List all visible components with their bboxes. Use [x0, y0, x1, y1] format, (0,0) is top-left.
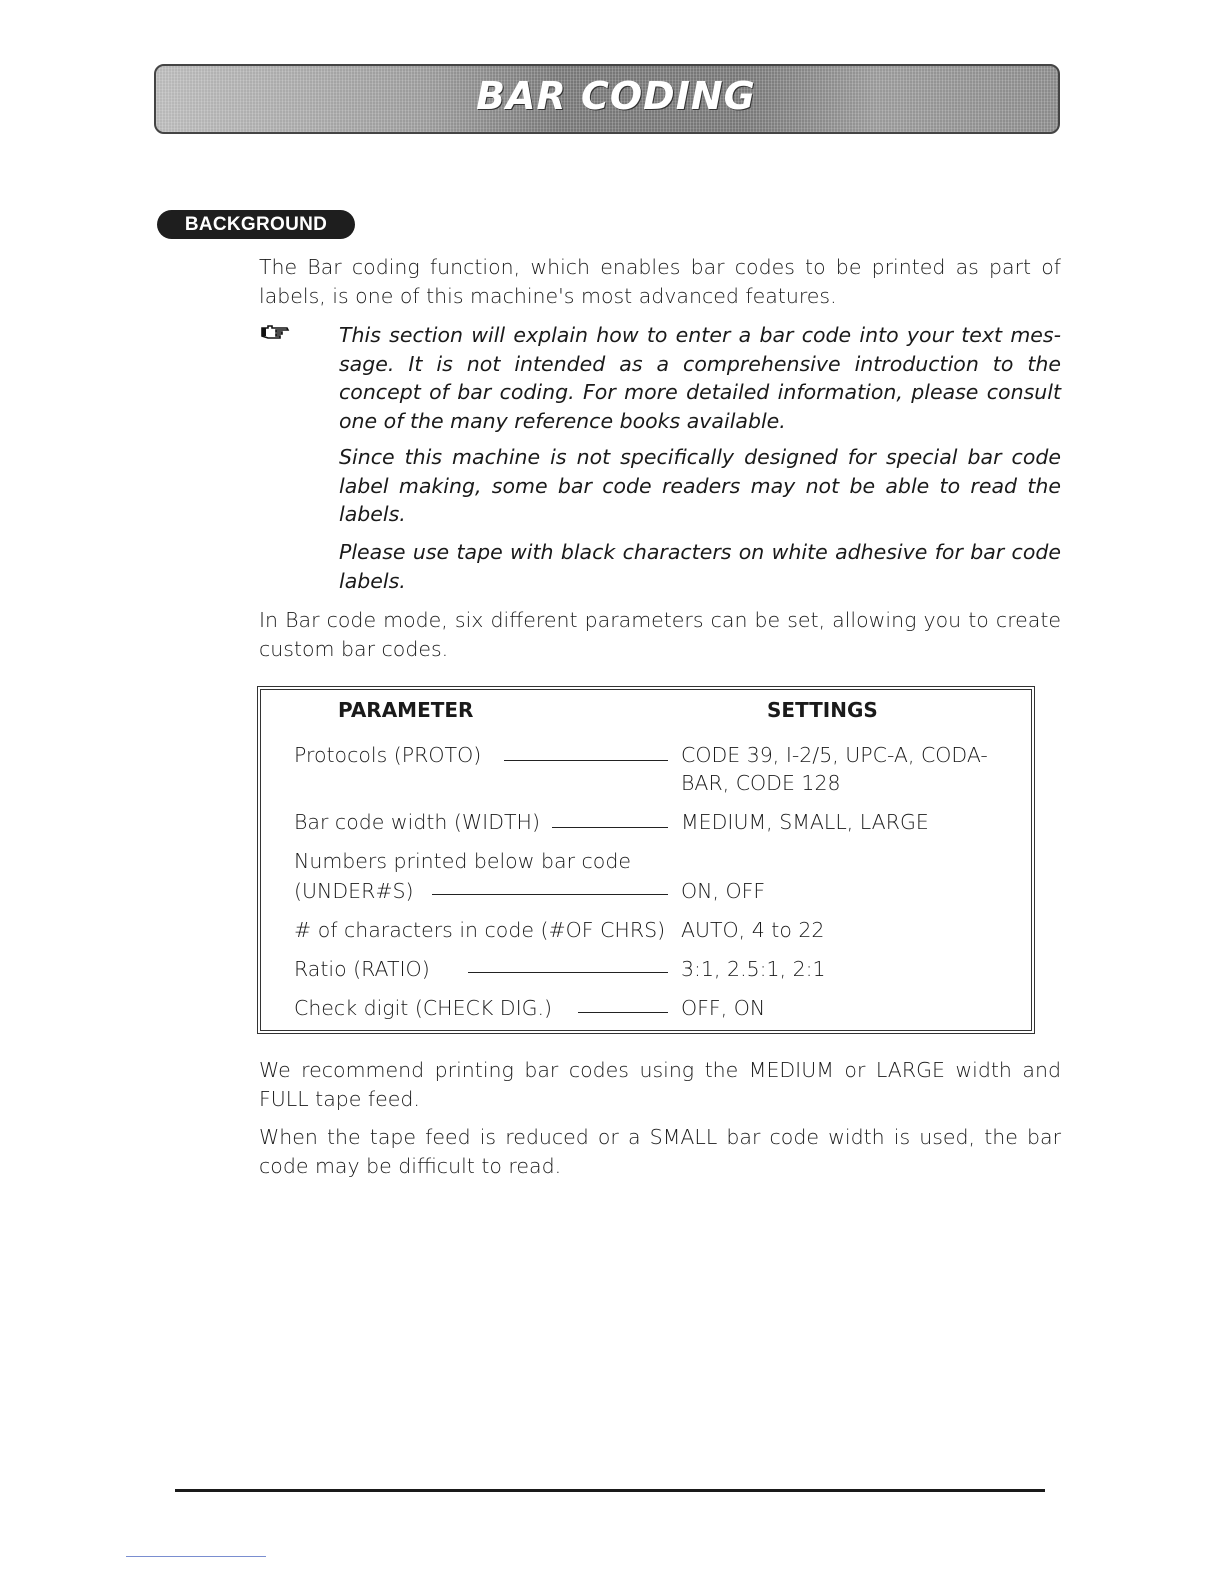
page-title: BAR CODING: [476, 74, 756, 118]
table-header-parameter: PARAMETER: [338, 698, 474, 722]
table-row-parameter: Protocols (PROTO): [294, 743, 482, 767]
table-row-setting: ON, OFF: [681, 879, 766, 903]
leader-line: [432, 894, 668, 895]
table-row-setting: 3:1, 2.5:1, 2:1: [681, 957, 826, 981]
table-row-parameter: Numbers printed below bar code: [294, 849, 631, 873]
title-banner: [154, 64, 1060, 134]
recommend-paragraph: We recommend printing bar codes using the MEDIUM or LARGE width and FULL tape feed.: [259, 1058, 1061, 1111]
footer-divider: [175, 1489, 1045, 1492]
mode-paragraph: In Bar code mode, six different parameters can be set, allowing you to create custom bar codes.: [259, 608, 1061, 661]
intro-paragraph: The Bar coding function, which enables bar codes to be printed as part of labels, is one of this machine's most advanced features.: [259, 255, 1061, 308]
table-row-setting: MEDIUM, SMALL, LARGE: [681, 810, 929, 834]
table-row-parameter: Ratio (RATIO): [294, 957, 430, 981]
note-paragraph-1: This section will explain how to enter a bar code into your text mes-sage. It is not intended as a comprehensive introduction to the concept of bar coding. For more detailed information, please consult one of the many reference books available.: [339, 323, 1061, 433]
leader-line: [468, 972, 668, 973]
table-row-parameter: Bar code width (WIDTH): [294, 810, 540, 834]
table-row-setting: AUTO, 4 to 22: [681, 918, 825, 942]
warning-paragraph: When the tape feed is reduced or a SMALL bar code width is used, the bar code may be difficult to read.: [259, 1125, 1061, 1178]
table-row-parameter: # of characters in code (#OF CHRS): [294, 918, 666, 942]
note-paragraph-3: Please use tape with black characters on white adhesive for bar code labels.: [339, 540, 1061, 593]
leader-line: [504, 760, 668, 761]
leader-line: [578, 1012, 668, 1013]
pointing-hand-icon: [260, 322, 290, 342]
table-header-settings: SETTINGS: [767, 698, 878, 722]
table-row-parameter: (UNDER#S): [294, 879, 414, 903]
table-row-parameter: Check digit (CHECK DIG.): [294, 996, 553, 1020]
section-label-badge: BACKGROUND: [157, 210, 355, 239]
note-paragraph-2: Since this machine is not specifically designed for special bar code label making, some bar code readers may not be able to read the labels.: [339, 445, 1061, 526]
table-row-setting: CODE 39, I-2/5, UPC-A, CODA-: [681, 743, 988, 767]
leader-line: [552, 827, 668, 828]
scan-artifact-line: [126, 1556, 266, 1557]
table-row-setting: OFF, ON: [681, 996, 766, 1020]
table-row-setting: BAR, CODE 128: [681, 771, 841, 795]
